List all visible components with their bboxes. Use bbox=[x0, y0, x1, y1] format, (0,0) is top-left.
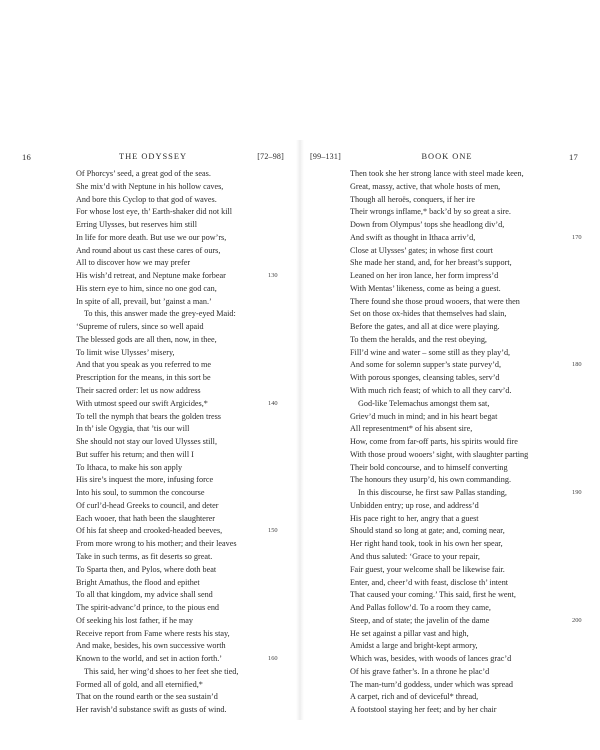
verse-line-text: And Pallas follow’d. To a room they came, bbox=[350, 603, 491, 613]
verse-line-text: Receive report from Fame where rests his stay, bbox=[76, 628, 230, 638]
verse-line bbox=[350, 245, 528, 258]
verse-line-text: To limit wise Ulysses’ misery, bbox=[76, 347, 175, 357]
verse-line bbox=[350, 296, 528, 309]
verse-line bbox=[350, 513, 528, 526]
verse-line-text: With Mentas’ likeness, come as being a guest. bbox=[350, 283, 501, 293]
book-gutter bbox=[296, 140, 304, 720]
verse-line bbox=[76, 666, 238, 679]
verse-line bbox=[76, 270, 278, 283]
verse-line-text: Fair guest, your welcome shall be likewise fair. bbox=[350, 564, 505, 574]
verse-line bbox=[350, 525, 528, 538]
verse-line-text: Her right hand took, took in his own her spear, bbox=[350, 539, 503, 549]
verse-line bbox=[76, 372, 238, 385]
verse-line bbox=[76, 449, 238, 462]
verse-line-text: That caused your coming.’ This said, first he went, bbox=[350, 590, 516, 600]
verse-line bbox=[350, 538, 528, 551]
verse-line bbox=[350, 653, 528, 666]
right-page bbox=[304, 148, 590, 715]
verse-line bbox=[76, 219, 238, 232]
right-page-header bbox=[304, 152, 590, 166]
verse-line bbox=[350, 449, 528, 462]
verse-line bbox=[350, 385, 528, 398]
verse-line-text: With those proud wooers’ sight, with slaughter parting bbox=[350, 449, 529, 459]
verse-line bbox=[350, 334, 528, 347]
verse-line-text: ‘Supreme of rulers, since so well apaid bbox=[76, 322, 204, 332]
right-running-title: BOOK ONE bbox=[421, 152, 473, 161]
verse-line-text: Her ravish’d substance swift as gusts of wind. bbox=[76, 705, 227, 715]
verse-line-text: In th’ isle Ogygia, that ’tis our will bbox=[76, 424, 190, 434]
verse-line-text: His wish’d retreat, and Neptune make forbear bbox=[76, 271, 226, 281]
verse-line-text: The honours they usurp’d, his own commanding. bbox=[350, 475, 511, 485]
verse-line-text: To Ithaca, to make his son apply bbox=[76, 462, 183, 472]
verse-line bbox=[350, 704, 528, 717]
line-number: 160 bbox=[268, 655, 278, 663]
verse-line-text: The spirit-advanc’d prince, to the pious end bbox=[76, 603, 220, 613]
verse-line bbox=[76, 257, 238, 270]
verse-line-text: She should not stay our loved Ulysses still, bbox=[76, 437, 218, 447]
verse-line bbox=[350, 487, 582, 500]
verse-line-text: Erring Ulysses, but reserves him still bbox=[76, 220, 197, 230]
verse-line-text: To them the heralds, and the rest obeying, bbox=[350, 334, 487, 344]
verse-line bbox=[350, 411, 528, 424]
line-number: 130 bbox=[268, 272, 278, 280]
verse-line-text: Before the gates, and all at dice were playing. bbox=[350, 322, 500, 332]
left-page-header bbox=[10, 152, 296, 166]
verse-line-text: All to discover how we may prefer bbox=[76, 258, 191, 268]
verse-line bbox=[350, 219, 528, 232]
right-page-number: 17 bbox=[569, 152, 578, 162]
verse-line bbox=[350, 691, 528, 704]
verse-line-text: In life for more death. But use we our pow’rs, bbox=[76, 232, 227, 242]
verse-line-text: All representment* of his absent sire, bbox=[350, 424, 473, 434]
verse-line bbox=[350, 206, 528, 219]
left-page bbox=[10, 148, 296, 715]
verse-line-text: And that you speak as you referred to me bbox=[76, 360, 212, 370]
verse-line-text: His stern eye to him, since no one god can, bbox=[76, 283, 217, 293]
verse-line bbox=[350, 640, 528, 653]
verse-line-text: A carpet, rich and of deviceful* thread, bbox=[350, 692, 479, 702]
verse-line bbox=[76, 308, 238, 321]
verse-line-text: Enter, and, cheer’d with feast, disclose th’ intent bbox=[350, 577, 509, 587]
left-line-range: [72–98] bbox=[257, 152, 284, 161]
verse-line bbox=[76, 615, 238, 628]
verse-line bbox=[76, 462, 238, 475]
verse-line bbox=[76, 653, 278, 666]
verse-line-text: Then took she her strong lance with steel made keen, bbox=[350, 169, 524, 178]
verse-line bbox=[76, 525, 278, 538]
verse-line bbox=[76, 640, 238, 653]
verse-line-text: In this discourse, he first saw Pallas standing, bbox=[358, 488, 507, 498]
verse-line bbox=[76, 564, 238, 577]
left-verse-lines bbox=[76, 168, 278, 717]
verse-line-text: And thus saluted: ‘Grace to your repair, bbox=[350, 551, 480, 561]
left-page-number: 16 bbox=[22, 152, 31, 162]
verse-line-text: In spite of all, prevail, but ’gainst a man.’ bbox=[76, 296, 212, 306]
verse-line bbox=[350, 679, 528, 692]
verse-line bbox=[76, 194, 238, 207]
verse-line bbox=[350, 270, 528, 283]
verse-line bbox=[76, 436, 238, 449]
right-line-range: [99–131] bbox=[310, 152, 341, 161]
verse-line bbox=[76, 232, 238, 245]
verse-line bbox=[76, 577, 238, 590]
verse-line bbox=[76, 500, 238, 513]
verse-line bbox=[76, 474, 238, 487]
verse-line-text: Steep, and of state; the javelin of the dame bbox=[350, 615, 490, 625]
verse-line bbox=[350, 232, 582, 245]
verse-line bbox=[76, 589, 238, 602]
verse-line-text: To this, this answer made the grey-eyed Maid: bbox=[84, 309, 236, 319]
verse-line-text: He set against a pillar vast and high, bbox=[350, 628, 469, 638]
verse-line bbox=[76, 691, 238, 704]
verse-line-text: Which was, besides, with woods of lances grac’d bbox=[350, 654, 512, 664]
verse-line-text: God-like Telemachus amongst them sat, bbox=[358, 398, 490, 408]
verse-line bbox=[76, 296, 238, 309]
verse-line bbox=[76, 487, 238, 500]
verse-line bbox=[76, 398, 278, 411]
verse-line bbox=[350, 398, 528, 411]
verse-line-text: With porous sponges, cleansing tables, serv’d bbox=[350, 373, 500, 383]
verse-line-text: Leaned on her iron lance, her form impress’d bbox=[350, 271, 499, 281]
line-number: 140 bbox=[268, 399, 278, 407]
verse-line bbox=[350, 577, 528, 590]
verse-line bbox=[350, 564, 528, 577]
verse-line-text: But suffer his return; and then will I bbox=[76, 449, 194, 459]
right-verse-lines bbox=[350, 168, 582, 717]
verse-line bbox=[76, 602, 238, 615]
verse-line-text: To tell the nymph that bears the golden tress bbox=[76, 411, 221, 421]
verse-line bbox=[76, 245, 238, 258]
verse-line bbox=[76, 385, 238, 398]
verse-line bbox=[350, 628, 528, 641]
verse-line bbox=[350, 436, 528, 449]
verse-line-text: And round about us cast these cares of ours, bbox=[76, 245, 221, 255]
verse-line bbox=[350, 283, 528, 296]
verse-line bbox=[76, 168, 238, 181]
verse-line-text: Formed all of gold, and all eternified,* bbox=[76, 679, 203, 689]
verse-line-text: To Sparta then, and Pylos, where doth beat bbox=[76, 564, 217, 574]
verse-line bbox=[350, 615, 582, 628]
verse-line-text: Set on those ox-hides that themselves had slain, bbox=[350, 309, 507, 319]
verse-line-text: And swift as thought in Ithaca arriv’d, bbox=[350, 232, 476, 242]
verse-line-text: With utmost speed our swift Argicides,* bbox=[76, 398, 208, 408]
verse-line-text: How, come from far-off parts, his spirits would fire bbox=[350, 437, 518, 447]
verse-line bbox=[350, 666, 528, 679]
verse-line-text: His sire’s inquest the more, infusing force bbox=[76, 475, 214, 485]
line-number: 200 bbox=[572, 616, 582, 624]
verse-line-text: From more wrong to his mother; and their leaves bbox=[76, 539, 237, 549]
verse-line-text: Of curl’d-head Greeks to council, and deter bbox=[76, 500, 219, 510]
verse-line bbox=[350, 589, 528, 602]
verse-line bbox=[76, 359, 238, 372]
verse-line-text: Bright Amathus, the flood and epithet bbox=[76, 577, 200, 587]
verse-line-text: Though all heroës, conquers, if her ire bbox=[350, 194, 476, 204]
verse-line bbox=[76, 538, 238, 551]
verse-line bbox=[350, 181, 528, 194]
verse-line bbox=[76, 551, 238, 564]
verse-line bbox=[350, 321, 528, 334]
verse-line-text: And some for solemn supper’s state purvey’d, bbox=[350, 360, 502, 370]
verse-line bbox=[350, 308, 528, 321]
verse-line-text: Prescription for the means, in this sort be bbox=[76, 373, 211, 383]
verse-line-text: There found she those proud wooers, that were then bbox=[350, 296, 520, 306]
verse-line-text: Of Phorcys’ seed, a great god of the seas. bbox=[76, 169, 211, 178]
verse-line bbox=[350, 602, 528, 615]
verse-line-text: Known to the world, and set in action forth.’ bbox=[76, 654, 222, 664]
verse-line bbox=[76, 181, 238, 194]
verse-line bbox=[350, 168, 528, 181]
verse-line-text: Of his grave father’s. In a throne he plac’d bbox=[350, 666, 490, 676]
verse-line-text: Amidst a large and bright-kept armory, bbox=[350, 641, 478, 651]
verse-line bbox=[76, 206, 238, 219]
verse-line-text: Unbidden entry; up rose, and address’d bbox=[350, 500, 479, 510]
verse-line-text: Each wooer, that hath been the slaughterer bbox=[76, 513, 216, 523]
verse-line bbox=[76, 347, 238, 360]
verse-line-text: And make, besides, his own successive worth bbox=[76, 641, 226, 651]
verse-line-text: Fill’d wine and water – some still as they play’d, bbox=[350, 347, 511, 357]
verse-line bbox=[350, 359, 582, 372]
verse-line bbox=[76, 628, 238, 641]
line-number: 150 bbox=[268, 527, 278, 535]
line-number: 170 bbox=[572, 233, 582, 241]
verse-line-text: With much rich feast; of which to all they carv’d. bbox=[350, 386, 512, 396]
verse-line bbox=[76, 679, 238, 692]
verse-line-text: The blessed gods are all then, now, in thee, bbox=[76, 334, 217, 344]
verse-line-text: Take in such terms, as fit deserts so great. bbox=[76, 551, 213, 561]
verse-line bbox=[76, 411, 238, 424]
verse-line-text: She mix’d with Neptune in his hollow caves, bbox=[76, 181, 224, 191]
verse-line-text: Should stand so long at gate; and, coming near, bbox=[350, 526, 505, 536]
verse-line bbox=[76, 423, 238, 436]
verse-line-text: This said, her wing’d shoes to her feet she tied, bbox=[84, 666, 239, 676]
verse-line bbox=[350, 423, 528, 436]
verse-line-text: To all that kingdom, my advice shall send bbox=[76, 590, 213, 600]
verse-line bbox=[350, 474, 528, 487]
verse-line-text: And bore this Cyclop to that god of waves. bbox=[76, 194, 217, 204]
verse-line-text: The man-turn’d goddess, under which was spread bbox=[350, 679, 514, 689]
verse-line-text: His pace right to her, angry that a guest bbox=[350, 513, 479, 523]
verse-line-text: Their wrongs inflame,* back’d by so great a sire. bbox=[350, 207, 511, 217]
verse-line-text: Their sacred order: let us now address bbox=[76, 386, 201, 396]
verse-line bbox=[350, 257, 528, 270]
verse-line bbox=[76, 334, 238, 347]
line-number: 190 bbox=[572, 489, 582, 497]
verse-line bbox=[350, 194, 528, 207]
verse-line-text: Of seeking his lost father, if he may bbox=[76, 615, 193, 625]
verse-line-text: Griev’d much in mind; and in his heart begat bbox=[350, 411, 498, 421]
verse-line-text: Close at Ulysses’ gates; in whose first court bbox=[350, 245, 493, 255]
verse-line-text: Of his fat sheep and crooked-headed beeves, bbox=[76, 526, 223, 536]
verse-line bbox=[350, 551, 528, 564]
verse-line-text: Great, massy, active, that whole hosts of men, bbox=[350, 181, 501, 191]
verse-line bbox=[350, 372, 528, 385]
verse-line bbox=[76, 283, 238, 296]
verse-line-text: Down from Olympus’ tops she headlong div’d, bbox=[350, 220, 505, 230]
verse-line bbox=[76, 704, 238, 717]
line-number: 180 bbox=[572, 361, 582, 369]
verse-line bbox=[350, 462, 528, 475]
verse-line-text: That on the round earth or the sea sustain’d bbox=[76, 692, 218, 702]
verse-line-text: She made her stand, and, for her breast’s support, bbox=[350, 258, 512, 268]
verse-line-text: For whose lost eye, th’ Earth-shaker did not kill bbox=[76, 207, 233, 217]
verse-line bbox=[350, 347, 528, 360]
verse-line bbox=[76, 513, 238, 526]
verse-line-text: Their bold concourse, and to himself converting bbox=[350, 462, 508, 472]
verse-line bbox=[350, 500, 528, 513]
verse-line-text: Into his soul, to summon the concourse bbox=[76, 488, 205, 498]
left-running-title: THE ODYSSEY bbox=[119, 152, 187, 161]
verse-line bbox=[76, 321, 238, 334]
verse-line-text: A footstool staying her feet; and by her chair bbox=[350, 705, 497, 715]
